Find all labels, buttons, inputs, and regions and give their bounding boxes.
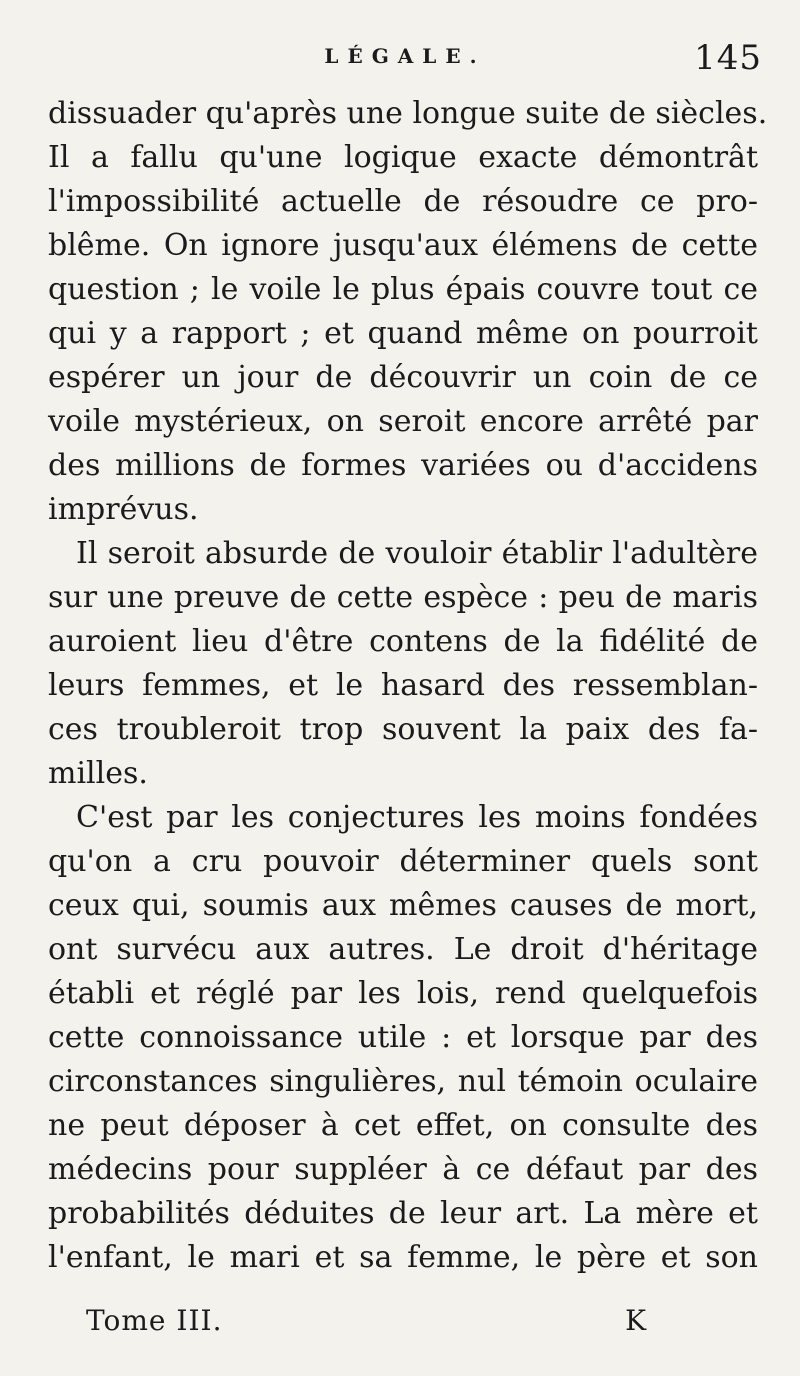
text-line: Il a fallu qu'une logique exacte démontrât xyxy=(48,140,758,175)
text-line: ces troubleroit trop souvent la paix des fa- xyxy=(48,712,758,747)
text-line: ceux qui, soumis aux mêmes causes de mort, xyxy=(48,888,758,923)
text-line: dissuader qu'après une longue suite de siècles. xyxy=(48,96,768,131)
text-line: leurs femmes, et le hasard des ressemblan- xyxy=(48,668,758,703)
page-header xyxy=(48,38,762,82)
text-line: établi et réglé par les lois, rend quelquefois xyxy=(48,976,758,1011)
paragraph xyxy=(48,532,758,796)
page-footer xyxy=(86,1304,646,1348)
text-line: C'est par les conjectures les moins fondées xyxy=(76,800,758,835)
page-number: 145 xyxy=(694,38,762,78)
text-line: l'enfant, le mari et sa femme, le père et son xyxy=(48,1240,758,1275)
signature-mark: K xyxy=(625,1304,646,1337)
text-line: voile mystérieux, on seroit encore arrêté par xyxy=(48,404,758,439)
text-line: ne peut déposer à cet effet, on consulte des xyxy=(48,1108,758,1143)
text-line: probabilités déduites de leur art. La mère et xyxy=(48,1196,758,1231)
text-line: Il seroit absurde de vouloir établir l'adultère xyxy=(76,536,758,571)
text-line: circonstances singulières, nul témoin oculaire xyxy=(48,1064,758,1099)
text-line: cette connoissance utile : et lorsque par des xyxy=(48,1020,758,1055)
text-line: sur une preuve de cette espèce : peu de maris xyxy=(48,580,758,615)
body-text xyxy=(48,92,768,1280)
volume-signature: Tome III. xyxy=(86,1304,223,1337)
text-line: des millions de formes variées ou d'accidens xyxy=(48,448,758,483)
paragraph xyxy=(48,796,758,1280)
text-line: espérer un jour de découvrir un coin de ce xyxy=(48,360,758,395)
text-line: question ; le voile le plus épais couvre tout ce xyxy=(48,272,758,307)
text-line: ont survécu aux autres. Le droit d'héritage xyxy=(48,932,758,967)
text-line: imprévus. xyxy=(48,492,199,527)
text-line: blême. On ignore jusqu'aux élémens de cette xyxy=(48,228,758,263)
paragraph xyxy=(48,92,768,532)
text-line: milles. xyxy=(48,756,148,791)
text-line: l'impossibilité actuelle de résoudre ce pro- xyxy=(48,184,758,219)
text-line: qui y a rapport ; et quand même on pourroit xyxy=(48,316,758,351)
running-head: LÉGALE. xyxy=(324,44,486,68)
text-line: auroient lieu d'être contens de la fidélité de xyxy=(48,624,758,659)
text-line: médecins pour suppléer à ce défaut par des xyxy=(48,1152,758,1187)
text-line: qu'on a cru pouvoir déterminer quels sont xyxy=(48,844,758,879)
